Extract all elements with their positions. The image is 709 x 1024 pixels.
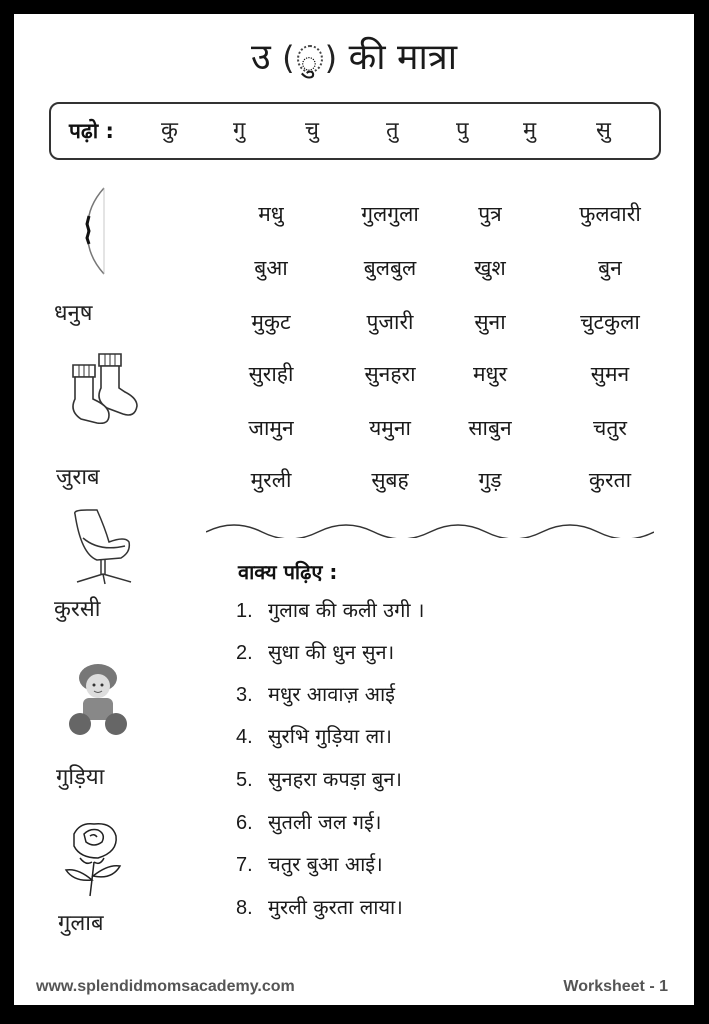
letter-item: मु [523, 118, 537, 143]
read-label: पढ़ो : [69, 119, 114, 143]
sentence-number: 4. [236, 726, 253, 748]
sentence-text: सुतली जल गई। [268, 810, 382, 834]
sentence-text: सुनहरा कपड़ा बुन। [268, 767, 403, 791]
sentence-item [236, 893, 403, 922]
sentence-item [236, 638, 394, 667]
sentence-number: 7. [236, 854, 253, 876]
word-item: बुआ [254, 256, 288, 280]
sentence-item [236, 722, 392, 751]
sentence-number: 3. [236, 684, 253, 706]
word-item: बुन [598, 256, 622, 280]
worksheet-number: Worksheet - 1 [563, 978, 668, 995]
title-text: की मात्रा [348, 37, 458, 78]
picture-bow [14, 186, 184, 276]
word-item: पुजारी [366, 310, 414, 334]
picture-label: जुराब [56, 465, 100, 490]
word-item: सुना [474, 310, 506, 334]
picture-socks [14, 352, 184, 424]
letter-item: कु [161, 118, 178, 143]
word-item: चुटकुला [580, 310, 640, 334]
sentence-text: मुरली कुरता लाया। [268, 895, 403, 919]
letter-item: तु [386, 118, 399, 143]
picture-rose [14, 820, 184, 900]
picture-label: धनुष [54, 301, 93, 326]
sentence-number: 5. [236, 769, 253, 791]
word-item: मुरली [250, 468, 292, 492]
sentence-text: गुलाब की कली उगी । [268, 598, 425, 622]
letter-item: सु [596, 118, 611, 143]
word-item: मुकुट [251, 310, 291, 334]
chair-icon [69, 508, 139, 588]
matra-dotted-circle-icon [297, 45, 323, 73]
sentences-title: वाक्य पढ़िए : [238, 560, 338, 584]
letter-item: चु [305, 118, 319, 143]
word-item: सुराही [248, 362, 294, 386]
sentence-item [236, 850, 383, 879]
page-title [14, 36, 694, 80]
sentence-text: चतुर बुआ आई। [268, 852, 383, 876]
word-item: सुनहरा [364, 362, 416, 386]
sentence-number: 1. [236, 600, 253, 622]
word-item: जामुन [248, 416, 294, 440]
paren-close: ) [324, 39, 338, 77]
sentence-number: 2. [236, 642, 253, 664]
wavy-divider [206, 522, 654, 538]
sentence-text: मधुर आवाज़ आई [268, 682, 395, 706]
doll-icon [66, 662, 130, 738]
read-letters-box [49, 102, 661, 160]
sentence-item [236, 765, 402, 794]
word-item: मधुर [472, 362, 508, 386]
word-item: बुलबुल [363, 256, 417, 280]
word-item: यमुना [369, 416, 411, 440]
word-item: साबुन [468, 416, 512, 440]
bow-icon [76, 186, 116, 276]
word-item: फुलवारी [579, 202, 641, 226]
sentence-number: 6. [236, 812, 253, 834]
picture-chair [14, 508, 184, 588]
picture-label: कुरसी [54, 597, 101, 622]
read-letters-row [161, 116, 639, 146]
paren-open: ( [282, 39, 295, 77]
sentence-item [236, 808, 381, 837]
word-item: खुश [474, 256, 506, 280]
letter-item: पु [456, 118, 469, 143]
picture-doll [14, 662, 184, 738]
picture-label: गुड़िया [56, 765, 105, 790]
sentence-text: सुधा की धुन सुन। [268, 640, 395, 664]
sentence-item [236, 596, 424, 625]
picture-label: गुलाब [58, 911, 104, 936]
sentence-text: सुरभि गुड़िया ला। [268, 724, 392, 748]
title-letter: उ [250, 37, 271, 78]
worksheet-page [14, 14, 694, 1005]
sentence-number: 8. [236, 897, 253, 919]
rose-icon [64, 820, 128, 900]
word-item: सुमन [590, 362, 630, 386]
word-item: चतुर [593, 416, 627, 440]
letter-item: गु [233, 118, 246, 143]
word-item: मधु [258, 202, 284, 226]
word-item: गुड़ [478, 468, 502, 492]
word-item: गुलगुला [361, 202, 419, 226]
socks-icon [66, 352, 146, 424]
sentence-item [236, 680, 395, 709]
word-item: सुबह [371, 468, 409, 492]
word-item: पुत्र [478, 202, 502, 226]
word-item: कुरता [588, 468, 632, 492]
website-link[interactable]: www.splendidmomsacademy.com [36, 978, 295, 995]
